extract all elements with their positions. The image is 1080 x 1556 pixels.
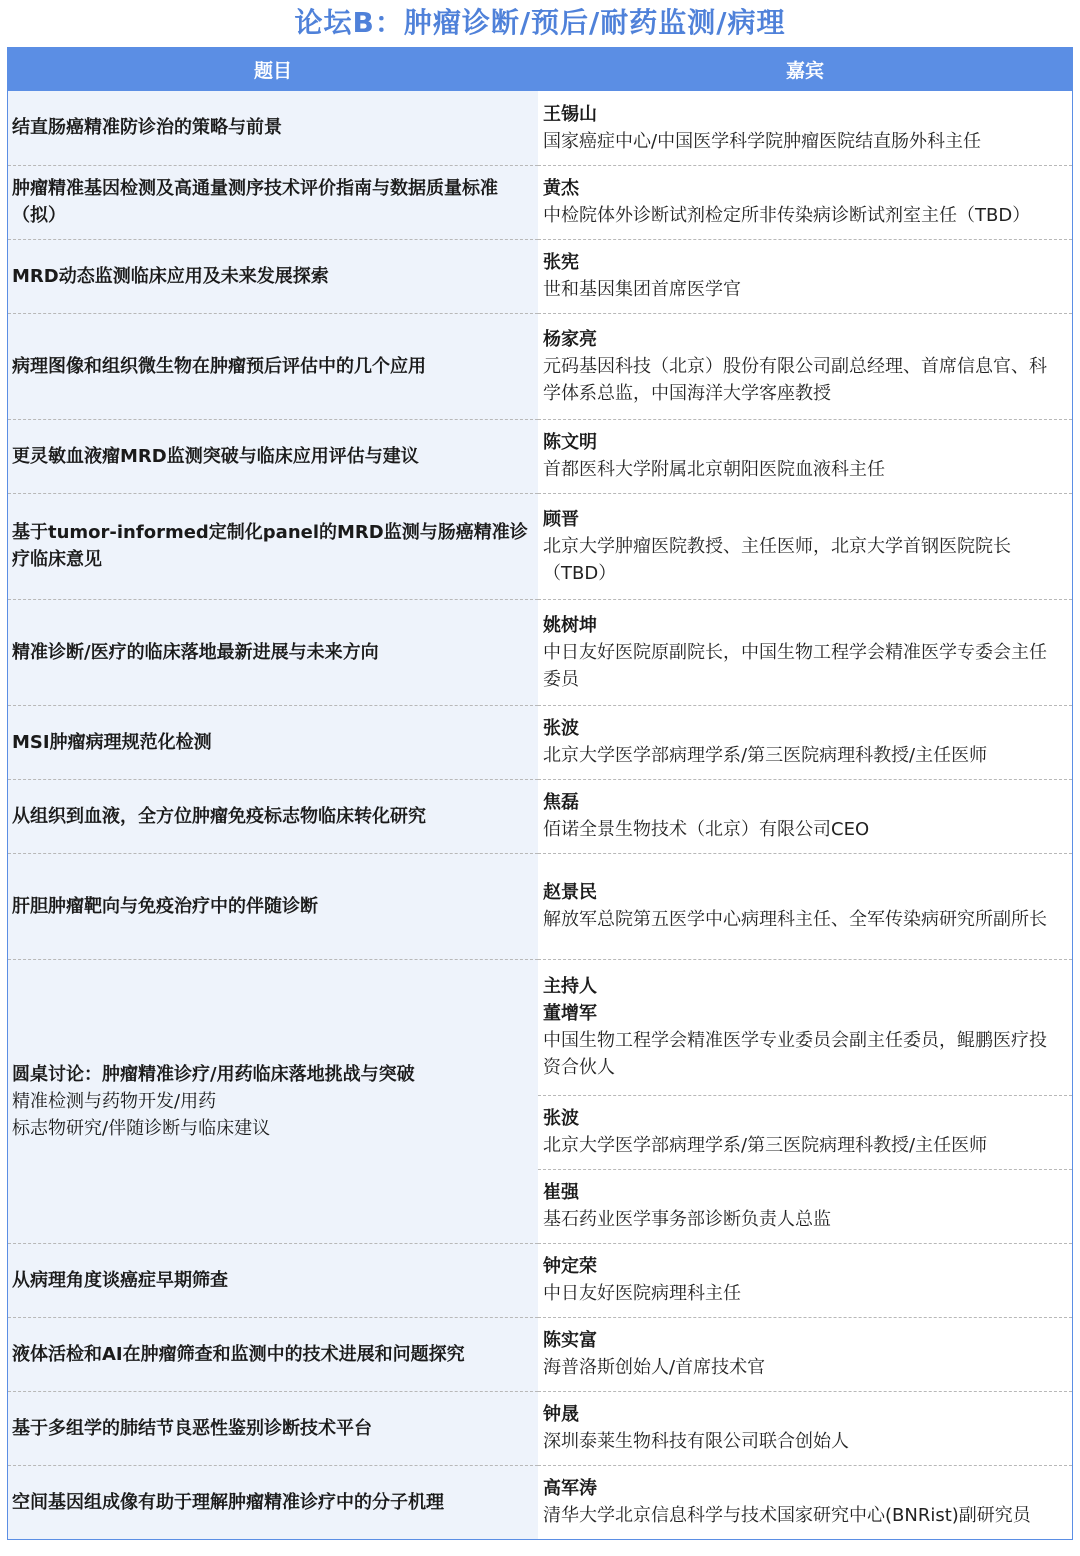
guest-title: 北京大学医学部病理学系/第三医院病理科教授/主任医师: [543, 1135, 988, 1156]
guest-name: 高军涛: [543, 1478, 597, 1500]
row-guest: [538, 1465, 1072, 1539]
guest-name: 王锡山: [543, 103, 597, 125]
table-row: [8, 1465, 1072, 1539]
row-topic: MRD动态监测临床应用及未来发展探索: [8, 239, 538, 313]
row-topic: 基于多组学的肺结节良恶性鉴别诊断技术平台: [8, 1391, 538, 1465]
guest-name: 张宪: [543, 252, 579, 273]
row-topic: 肝胆肿瘤靶向与免疫治疗中的伴随诊断: [8, 853, 538, 959]
row-topic: 从组织到血液，全方位肿瘤免疫标志物临床转化研究: [8, 779, 538, 853]
guest-title: 基石药业医学事务部诊断负责人总监: [543, 1209, 831, 1230]
row-topic: 空间基因组成像有助于理解肿瘤精准诊疗中的分子机理: [8, 1465, 538, 1539]
row-topic: 液体活检和AI在肿瘤筛查和监测中的技术进展和问题探究: [8, 1317, 538, 1391]
roundtable-host: [538, 959, 1072, 1095]
guest-name: 陈实富: [543, 1330, 597, 1351]
row-topic: 更灵敏血液瘤MRD监测突破与临床应用评估与建议: [8, 419, 538, 493]
roundtable-guest: [538, 1169, 1072, 1243]
guest-title: 解放军总院第五医学中心病理科主任、全军传染病研究所副所长: [543, 909, 1047, 930]
table-row: [8, 779, 1072, 853]
guest-name: 张波: [543, 718, 579, 739]
guest-title: 中日友好医院原副院长，中国生物工程学会精准医学专委会主任委员: [543, 641, 1047, 690]
table-row: [8, 419, 1072, 493]
guest-title: 清华大学北京信息科学与技术国家研究中心(BNRist)副研究员: [543, 1505, 1031, 1527]
roundtable-topic: [8, 959, 538, 1243]
row-topic: 从病理角度谈癌症早期筛查: [8, 1243, 538, 1317]
guest-name: 顾晋: [543, 508, 579, 530]
guest-title: 北京大学肿瘤医院教授、主任医师，北京大学首钢医院院长（TBD）: [543, 535, 1011, 584]
guest-name: 陈文明: [543, 432, 597, 453]
guest-title: 中国生物工程学会精准医学专业委员会副主任委员，鲲鹏医疗投资合伙人: [543, 1030, 1047, 1078]
guest-title: 海普洛斯创始人/首席技术官: [543, 1357, 766, 1378]
guest-title: 中检院体外诊断试剂检定所非传染病诊断试剂室主任（TBD）: [543, 205, 1031, 226]
roundtable-title: 圆桌讨论：肿瘤精准诊疗/用药临床落地挑战与突破: [12, 1063, 415, 1085]
table-row: [8, 91, 1072, 165]
guest-name: 姚树坤: [543, 614, 597, 636]
row-guest: [538, 1317, 1072, 1391]
table-row: [8, 1391, 1072, 1465]
guest-name: 张波: [543, 1108, 579, 1129]
roundtable-subtopic: 标志物研究/伴随诊断与临床建议: [12, 1117, 271, 1139]
guest-title: 中日友好医院病理科主任: [543, 1283, 741, 1304]
row-guest: [538, 419, 1072, 493]
guest-title: 国家癌症中心/中国医学科学院肿瘤医院结直肠外科主任: [543, 130, 982, 152]
guest-name: 钟晟: [543, 1404, 579, 1425]
agenda-table: [7, 47, 1073, 1540]
host-label: 主持人: [543, 976, 597, 997]
header-guest: 嘉宾: [538, 47, 1072, 91]
table-row: [8, 705, 1072, 779]
row-topic: 基于tumor-informed定制化panel的MRD监测与肠癌精准诊疗临床意见: [8, 493, 538, 599]
page-title: 论坛B：肿瘤诊断/预后/耐药监测/病理: [294, 6, 786, 39]
row-topic: 肿瘤精准基因检测及高通量测序技术评价指南与数据质量标准（拟）: [8, 165, 538, 239]
header-topic: 题目: [8, 47, 538, 91]
roundtable-row: [8, 959, 1072, 1095]
guest-name: 董增军: [543, 1003, 597, 1024]
row-guest: [538, 779, 1072, 853]
row-guest: [538, 493, 1072, 599]
table-row: [8, 165, 1072, 239]
row-guest: [538, 313, 1072, 419]
guest-name: 崔强: [543, 1182, 579, 1203]
row-topic: 病理图像和组织微生物在肿瘤预后评估中的几个应用: [8, 313, 538, 419]
table-row: [8, 599, 1072, 705]
row-guest: [538, 1391, 1072, 1465]
table-row: [8, 1317, 1072, 1391]
guest-name: 钟定荣: [543, 1256, 597, 1277]
row-guest: [538, 165, 1072, 239]
guest-title: 元码基因科技（北京）股份有限公司副总经理、首席信息官、科学体系总监，中国海洋大学客座教授: [543, 355, 1047, 404]
row-guest: [538, 599, 1072, 705]
guest-name: 黄杰: [543, 178, 579, 199]
table-row: [8, 313, 1072, 419]
guest-title: 佰诺全景生物技术（北京）有限公司CEO: [543, 819, 870, 840]
row-guest: [538, 1243, 1072, 1317]
roundtable-guest: [538, 1095, 1072, 1169]
table-row: [8, 1243, 1072, 1317]
row-guest: [538, 91, 1072, 165]
row-guest: [538, 239, 1072, 313]
guest-title: 深圳泰莱生物科技有限公司联合创始人: [543, 1431, 849, 1452]
guest-name: 杨家亮: [543, 328, 597, 350]
table-row: [8, 853, 1072, 959]
row-guest: [538, 853, 1072, 959]
row-topic: MSI肿瘤病理规范化检测: [8, 705, 538, 779]
row-topic: 结直肠癌精准防诊治的策略与前景: [8, 91, 538, 165]
guest-name: 赵景民: [543, 882, 597, 903]
table-header-row: [8, 47, 1072, 91]
guest-title: 北京大学医学部病理学系/第三医院病理科教授/主任医师: [543, 745, 988, 766]
row-guest: [538, 705, 1072, 779]
table-row: [8, 493, 1072, 599]
roundtable-subtopic: 精准检测与药物开发/用药: [12, 1090, 217, 1112]
row-topic: 精准诊断/医疗的临床落地最新进展与未来方向: [8, 599, 538, 705]
guest-name: 焦磊: [543, 792, 579, 813]
guest-title: 世和基因集团首席医学官: [543, 279, 741, 300]
table-row: [8, 239, 1072, 313]
guest-title: 首都医科大学附属北京朝阳医院血液科主任: [543, 459, 885, 480]
